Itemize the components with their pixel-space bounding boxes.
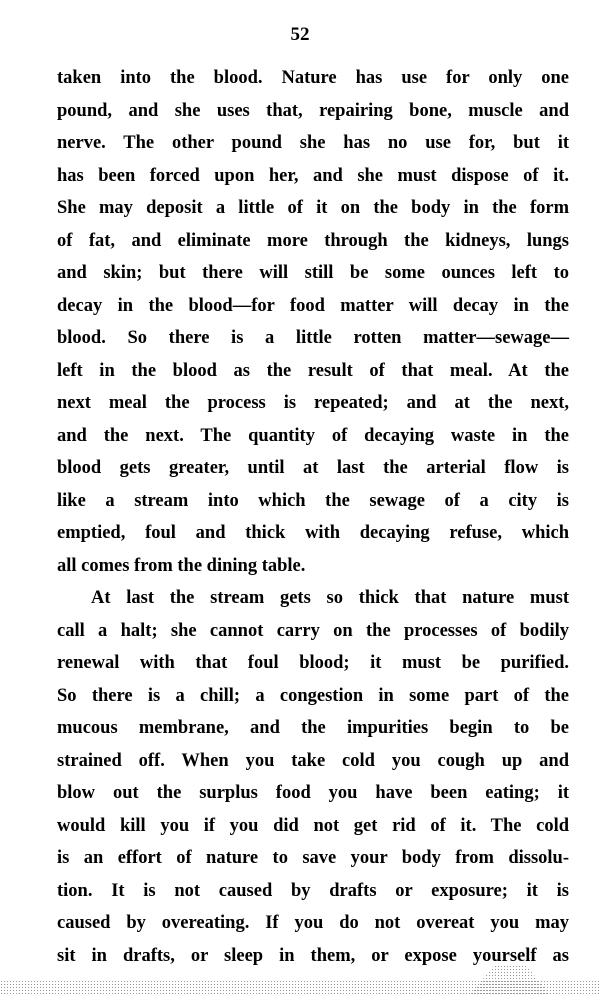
- text-line: caused by overeating. If you do not overeat you may: [57, 913, 569, 933]
- text-line: next meal the process is repeated; and at the next,: [57, 393, 569, 413]
- text-line: blow out the surplus food you have been eating; it: [57, 783, 569, 803]
- text-line: left in the blood as the result of that meal. At the: [57, 360, 569, 381]
- text-line: emptied, foul and thick with decaying refuse, which: [57, 523, 569, 543]
- text-line: blood gets greater, until at last the arterial flow is: [57, 458, 569, 478]
- text-line: blood. So there is a little rotten matter—sewage—: [57, 328, 569, 348]
- text-line: like a stream into which the sewage of a city is: [57, 490, 569, 511]
- text-line: tion. It is not caused by drafts or exposure; it is: [57, 880, 569, 901]
- text-line: taken into the blood. Nature has use for only one: [57, 68, 569, 88]
- text-line: would kill you if you did not get rid of it. The cold: [57, 815, 569, 836]
- text-line: and skin; but there will still be some ounces left to: [57, 263, 569, 283]
- text-line: So there is a chill; a congestion in some part of the: [57, 685, 569, 706]
- text-line: pound, and she uses that, repairing bone, muscle and: [57, 100, 569, 121]
- text-line: renewal with that foul blood; it must be purified.: [57, 653, 569, 673]
- text-line: of fat, and eliminate more through the kidneys, lungs: [57, 230, 569, 251]
- body-text: [57, 62, 569, 972]
- text-line: is an effort of nature to save your body from dissolu-: [57, 848, 569, 868]
- text-line: has been forced upon her, and she must dispose of it.: [57, 165, 569, 186]
- page-number: 52: [290, 24, 310, 45]
- paragraph-start-line: At last the stream gets so thick that nature must: [91, 588, 569, 608]
- paragraph-end-line: all comes from the dining table.: [57, 555, 306, 576]
- text-line: nerve. The other pound she has no use for, but it: [57, 133, 569, 153]
- text-line: decay in the blood—for food matter will decay in the: [57, 295, 569, 316]
- text-line: sit in drafts, or sleep in them, or expose yourself as: [57, 945, 569, 966]
- text-line: She may deposit a little of it on the body in the form: [57, 198, 569, 218]
- text-line: mucous membrane, and the impurities begin to be: [57, 718, 569, 738]
- text-line: strained off. When you take cold you cough up and: [57, 750, 569, 771]
- text-line: call a halt; she cannot carry on the processes of bodily: [57, 620, 569, 641]
- text-line: and the next. The quantity of decaying waste in the: [57, 425, 569, 446]
